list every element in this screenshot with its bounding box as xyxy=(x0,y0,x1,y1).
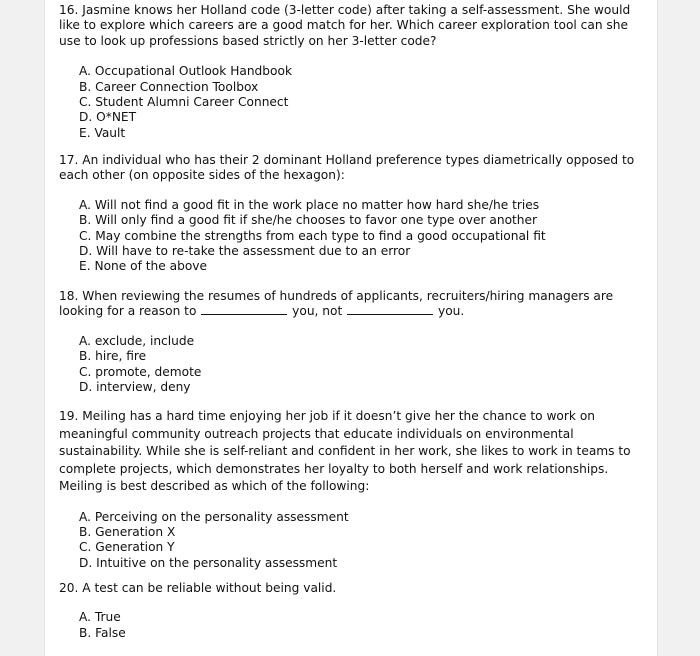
stem-text-2: you, not xyxy=(292,304,343,319)
question-stem: 17. An individual who has their 2 dominant Holland preference types diametrically opposed to each other (on opposite sides of the hexagon): xyxy=(59,153,635,183)
option-b: B. Will only find a good fit if she/he chooses to favor one type over another xyxy=(79,213,538,228)
option-a: A. Perceiving on the personality assessment xyxy=(79,509,349,524)
question-18 xyxy=(59,289,649,395)
option-b: B. False xyxy=(79,625,126,640)
option-c: C. Generation Y xyxy=(79,540,175,555)
document-page xyxy=(44,0,658,656)
option-d: D. Will have to re-take the assessment due to an error xyxy=(79,244,411,259)
question-stem xyxy=(59,289,649,320)
question-stem: 19. Meiling has a hard time enjoying her job if it doesn’t give her the chance to work on meaningful community outreach projects that educate individuals on environmental sustainability. While she is self-reliant and confident in her work, she likes to work in teams to complete projects, which demonstrates her loyalty to both herself and work relationships. Meiling is best described as which of the following: xyxy=(59,409,631,493)
option-a: A. Will not find a good fit in the work place no matter how hard she/he tries xyxy=(79,197,540,212)
question-20 xyxy=(59,581,649,641)
option-a: A. Occupational Outlook Handbook xyxy=(79,64,292,79)
question-stem: 16. Jasmine knows her Holland code (3-letter code) after taking a self-assessment. She would like to explore which careers are a good match for her. Which career exploration tool can she use to look up professions based strictly on her 3-letter code? xyxy=(59,3,631,48)
question-17 xyxy=(59,153,649,275)
option-c: C. May combine the strengths from each type to find a good occupational fit xyxy=(79,228,546,243)
option-d: D. O*NET xyxy=(79,110,137,125)
question-stem: 20. A test can be reliable without being valid. xyxy=(59,581,337,595)
option-list xyxy=(59,610,649,641)
option-a: A. True xyxy=(79,610,121,625)
option-c: C. promote, demote xyxy=(79,364,202,379)
option-d: D. interview, deny xyxy=(79,380,191,395)
option-b: B. Career Connection Toolbox xyxy=(79,79,259,94)
option-a: A. exclude, include xyxy=(79,333,195,348)
option-d: D. Intuitive on the personality assessment xyxy=(79,555,338,570)
stem-text-3: you. xyxy=(438,304,465,319)
stem-text-1: 18. When reviewing the resumes of hundreds of applicants, recruiters/hiring managers are looking for a reason to xyxy=(59,289,614,319)
option-list xyxy=(59,510,649,572)
answer-blank-2 xyxy=(347,304,433,315)
option-e: E. None of the above xyxy=(79,259,207,274)
option-b: B. Generation X xyxy=(79,524,176,539)
option-list xyxy=(59,64,649,141)
answer-blank-1 xyxy=(201,304,287,315)
question-16 xyxy=(59,3,649,141)
option-e: E. Vault xyxy=(79,125,126,140)
option-list xyxy=(59,334,649,396)
option-list xyxy=(59,198,649,275)
option-b: B. hire, fire xyxy=(79,349,147,364)
question-19 xyxy=(59,408,649,571)
option-c: C. Student Alumni Career Connect xyxy=(79,95,289,110)
